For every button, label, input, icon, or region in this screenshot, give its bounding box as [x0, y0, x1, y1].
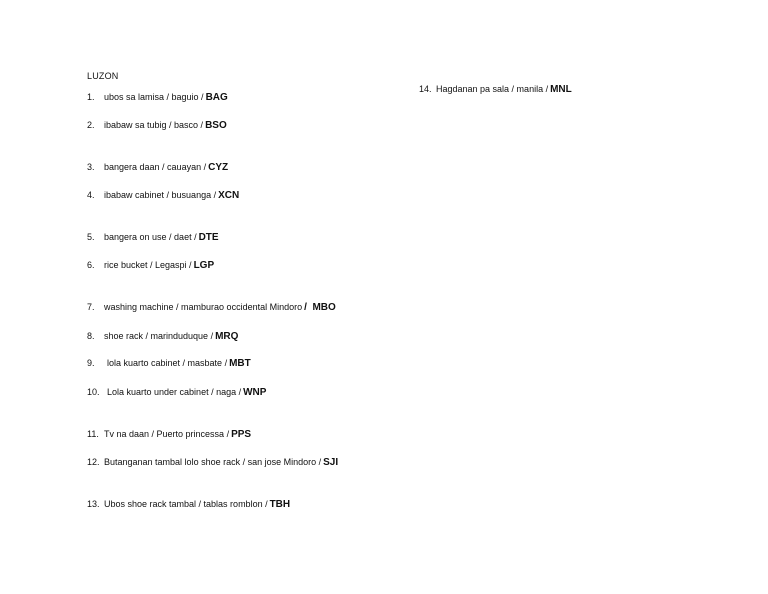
list-item — [87, 387, 266, 398]
list-item — [87, 190, 239, 201]
airport-code: / MBO — [304, 302, 336, 313]
item-number: 14. — [419, 84, 432, 94]
item-text: shoe rack / marinduduque / — [104, 331, 214, 341]
list-item — [87, 331, 238, 342]
item-text: bangera daan / cauayan / — [104, 162, 207, 172]
item-text: lola kuarto cabinet / masbate / — [107, 358, 228, 368]
list-item — [87, 358, 251, 369]
airport-code: PPS — [231, 429, 252, 440]
item-number: 9. — [87, 358, 95, 368]
item-number: 1. — [87, 92, 95, 102]
list-item — [87, 162, 228, 173]
item-text: ubos sa lamisa / baguio / — [104, 92, 204, 102]
item-text: Butanganan tambal lolo shoe rack / san jose Mindoro / — [104, 457, 322, 467]
item-number: 10. — [87, 387, 100, 397]
airport-code: XCN — [218, 190, 240, 201]
list-item — [87, 457, 338, 468]
list-item — [87, 302, 336, 313]
item-text: Lola kuarto under cabinet / naga / — [107, 387, 242, 397]
item-number: 7. — [87, 302, 95, 312]
item-number: 5. — [87, 232, 95, 242]
airport-code: SJI — [323, 457, 339, 468]
list-item — [87, 232, 219, 243]
airport-code: MRQ — [215, 331, 239, 342]
airport-code: CYZ — [208, 162, 229, 173]
item-number: 13. — [87, 499, 100, 509]
list-item — [87, 499, 290, 510]
airport-code: WNP — [243, 387, 267, 398]
item-text: Ubos shoe rack tambal / tablas romblon / — [104, 499, 268, 509]
airport-code: DTE — [198, 232, 219, 243]
item-text: Hagdanan pa sala / manila / — [436, 84, 549, 94]
list-item — [87, 260, 214, 271]
item-number: 8. — [87, 331, 95, 341]
item-number: 12. — [87, 457, 100, 467]
item-text: bangera on use / daet / — [104, 232, 197, 242]
item-number: 2. — [87, 120, 95, 130]
item-text: ibabaw cabinet / busuanga / — [104, 190, 217, 200]
section-heading: LUZON — [87, 71, 119, 81]
item-number: 4. — [87, 190, 95, 200]
airport-code: MNL — [550, 84, 572, 95]
list-item — [87, 120, 227, 131]
list-item — [87, 429, 251, 440]
item-number: 3. — [87, 162, 95, 172]
airport-code: LGP — [193, 260, 215, 271]
item-number: 11. — [87, 429, 99, 439]
list-item — [419, 84, 572, 95]
airport-code: MBT — [229, 358, 251, 369]
airport-code: TBH — [269, 499, 291, 510]
item-text: rice bucket / Legaspi / — [104, 260, 192, 270]
airport-code: BAG — [205, 92, 228, 103]
airport-code: BSO — [205, 120, 227, 131]
item-number: 6. — [87, 260, 95, 270]
list-item — [87, 92, 228, 103]
item-text: washing machine / mamburao occidental Mindoro — [104, 302, 303, 312]
item-text: Tv na daan / Puerto princessa / — [104, 429, 230, 439]
item-text: ibabaw sa tubig / basco / — [104, 120, 204, 130]
